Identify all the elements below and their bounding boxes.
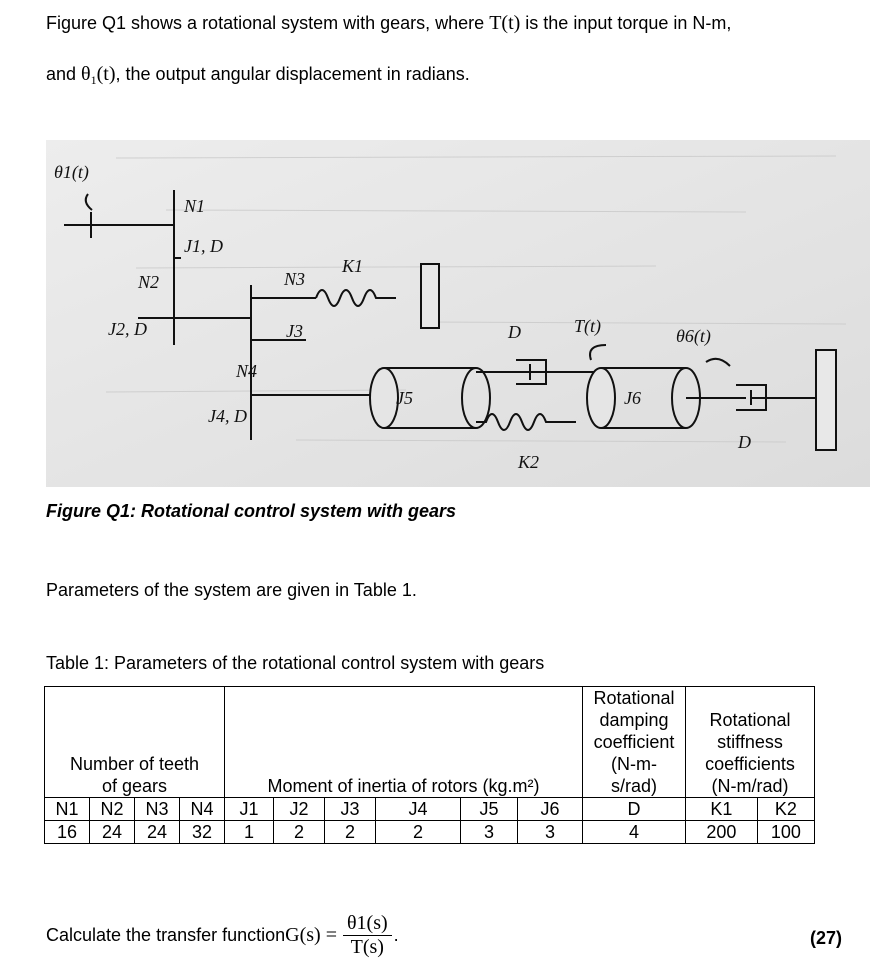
table-cell: J6 [518, 798, 583, 821]
wall-k1-icon [421, 264, 439, 328]
label-k1: K1 [342, 256, 364, 276]
table-cell: J4 [376, 798, 461, 821]
table-title: Table 1: Parameters of the rotational control system with gears [46, 653, 545, 673]
table-header-row [45, 687, 815, 798]
table-cell: 16 [45, 821, 90, 844]
label-d-mid: D [508, 322, 521, 342]
gear-system-figure [46, 140, 870, 487]
label-n3: N3 [284, 269, 306, 289]
intro-text: , the output angular displacement in radians. [115, 64, 470, 84]
transfer-function-lhs: G(s) = [285, 923, 337, 946]
intro-line-2 [46, 63, 470, 91]
table-cell: 3 [518, 821, 583, 844]
question-end: . [393, 924, 399, 945]
table-cell: 2 [376, 821, 461, 844]
table-cell: 2 [274, 821, 325, 844]
label-j3: J3 [286, 321, 303, 341]
rotor-j6 [587, 368, 615, 428]
label-n1: N1 [184, 196, 206, 216]
intro-text: Figure Q1 shows a rotational system with gears, where [46, 13, 490, 33]
fraction-numerator: θ1(s) [343, 912, 392, 936]
table-cell: J2 [274, 798, 325, 821]
table-cell: K2 [757, 798, 814, 821]
intro-text: is the input torque in N-m, [520, 13, 732, 33]
label-torque: T(t) [574, 316, 601, 336]
table-cell: 2 [325, 821, 376, 844]
intro-text: and [46, 64, 82, 84]
input-torque-symbol: T(t) [489, 12, 521, 34]
header-teeth: Number of teeth of gears [45, 687, 225, 798]
label-n4: N4 [236, 361, 258, 381]
transfer-function-question [46, 905, 399, 965]
fraction-denominator: T(s) [350, 935, 384, 958]
table-cell: 200 [686, 821, 758, 844]
table-cell: J5 [461, 798, 518, 821]
table-value-row [45, 821, 815, 844]
output-theta-symbol: $\theta_1(t)$ [81, 63, 116, 87]
table-symbol-row [45, 798, 815, 821]
label-j6: J6 [624, 388, 641, 408]
table-cell: 3 [461, 821, 518, 844]
table-cell: N3 [135, 798, 180, 821]
label-theta1: θ1(t) [54, 162, 89, 182]
label-d-right: D [738, 432, 751, 452]
table-cell: K1 [686, 798, 758, 821]
table-cell: 24 [135, 821, 180, 844]
question-marks: (27) [809, 928, 842, 948]
transfer-function-fraction [343, 912, 392, 959]
table-cell: 32 [180, 821, 225, 844]
params-intro: Parameters of the system are given in Table 1. [46, 580, 417, 600]
header-inertia: Moment of inertia of rotors (kg.m²) [225, 687, 583, 798]
table-cell: 1 [225, 821, 274, 844]
header-stiffness: Rotational stiffness coefficients (N-m/rad) [686, 687, 815, 798]
table-cell: J3 [325, 798, 376, 821]
intro-line-1 [46, 12, 731, 34]
rotor-j5 [370, 368, 398, 428]
table-cell: J1 [225, 798, 274, 821]
table-cell: D [583, 798, 686, 821]
label-j5: J5 [396, 388, 413, 408]
label-j1d: J1, D [184, 236, 223, 256]
label-theta6: θ6(t) [676, 326, 711, 346]
label-n2: N2 [138, 272, 160, 292]
label-j4d: J4, D [208, 406, 247, 426]
table-cell: 24 [90, 821, 135, 844]
table-cell: N2 [90, 798, 135, 821]
table-cell: 4 [583, 821, 686, 844]
table-cell: 100 [757, 821, 814, 844]
parameters-table [44, 686, 815, 844]
label-k2: K2 [518, 452, 540, 472]
header-damping: Rotational damping coefficient (N-m- s/rad) [583, 687, 686, 798]
table-cell: N1 [45, 798, 90, 821]
label-j2d: J2, D [108, 319, 147, 339]
question-text: Calculate the transfer function [46, 924, 286, 945]
table-cell: N4 [180, 798, 225, 821]
figure-caption: Figure Q1: Rotational control system with gears [46, 501, 457, 521]
wall-right-icon [816, 350, 836, 450]
